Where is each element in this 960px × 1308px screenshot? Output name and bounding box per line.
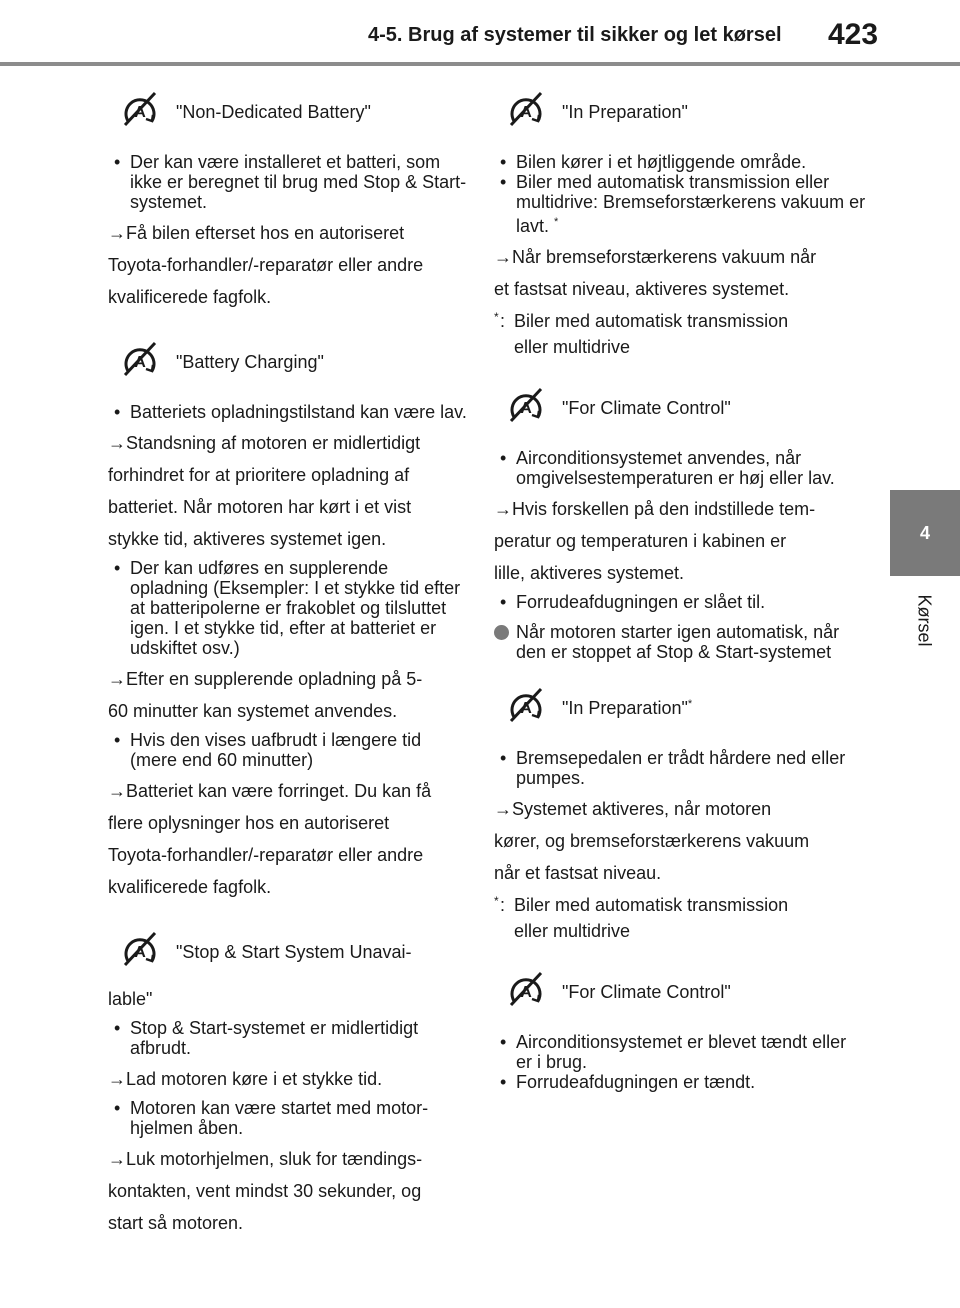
chapter-label: Kørsel bbox=[914, 593, 935, 647]
header-rule bbox=[0, 62, 960, 66]
right-column bbox=[494, 80, 866, 1100]
section-title: 4-5. Brug af systemer til sikker og let kørsel bbox=[368, 24, 782, 46]
stop-start-off-icon bbox=[122, 341, 158, 377]
message-row bbox=[494, 80, 866, 146]
bullet-item: • Hvis den vises uafbrudt i længere tid (mere end 60 minutter) bbox=[108, 730, 468, 770]
stop-start-off-icon bbox=[122, 91, 158, 127]
text-line: kvalificerede fagfolk. bbox=[108, 287, 272, 307]
message-text: "In Preparation"* bbox=[562, 698, 693, 718]
bullet-item: • Batteriets opladningstilstand kan være lav. bbox=[108, 402, 468, 422]
message-text: "In Preparation" bbox=[562, 102, 688, 122]
text-line: 60 minutter kan systemet anvendes. bbox=[108, 701, 398, 721]
text-line: start så motoren. bbox=[108, 1213, 244, 1233]
chapter-tab[interactable] bbox=[890, 490, 960, 576]
arrow-right-icon: → bbox=[494, 247, 512, 267]
text-line: batteriet. Når motoren har kørt i et vist bbox=[108, 497, 412, 517]
text-line: kontakten, vent mindst 30 sekunder, og bbox=[108, 1181, 422, 1201]
arrow-line: →Få bilen efterset hos en autoriseret bbox=[108, 220, 468, 246]
message-row bbox=[108, 80, 468, 146]
text-line: når et fastsat niveau. bbox=[494, 863, 662, 883]
arrow-line: →Batteriet kan være forringet. Du kan få bbox=[108, 778, 468, 804]
arrow-line: →Hvis forskellen på den indstillede tem- bbox=[494, 496, 866, 522]
arrow-line: →Standsning af motoren er midlertidigt bbox=[108, 430, 468, 456]
text-line: et fastsat niveau, aktiveres systemet. bbox=[494, 279, 790, 299]
message-text: "Non-Dedicated Battery" bbox=[176, 102, 371, 122]
stop-start-off-icon bbox=[122, 931, 158, 967]
arrow-right-icon: → bbox=[108, 223, 126, 243]
text-line: Toyota-forhandler/-reparatør eller andre bbox=[108, 845, 424, 865]
arrow-right-icon: → bbox=[494, 499, 512, 519]
text-line: kvalificerede fagfolk. bbox=[108, 877, 272, 897]
arrow-right-icon: → bbox=[108, 433, 126, 453]
arrow-line: →Luk motorhjelmen, sluk for tændings- bbox=[108, 1146, 468, 1172]
bullet-item: • Der kan udføres en supplerende opladning (Eksempler: I et stykke tid efter at batteripolerne er frakoblet og tilsluttet igen. I et stykke tid, efter at batteriet er udskiftet osv.) bbox=[108, 558, 468, 658]
bullet-item: • Bremsepedalen er trådt hårdere ned eller pumpes. bbox=[494, 748, 866, 788]
stop-start-off-icon bbox=[508, 387, 544, 423]
message-row bbox=[108, 920, 468, 986]
text-line: Toyota-forhandler/-reparatør eller andre bbox=[108, 255, 424, 275]
bullet-item: • Bilen kører i et højtliggende område. bbox=[494, 152, 866, 172]
text-line: lable" bbox=[108, 989, 153, 1009]
arrow-right-icon: → bbox=[108, 669, 126, 689]
message-text: "Battery Charging" bbox=[176, 352, 324, 372]
text-line: peratur og temperaturen i kabinen er bbox=[494, 531, 787, 551]
arrow-right-icon: → bbox=[108, 1069, 126, 1089]
stop-start-off-icon bbox=[508, 687, 544, 723]
text-line: lille, aktiveres systemet. bbox=[494, 563, 685, 583]
arrow-right-icon: → bbox=[108, 781, 126, 801]
arrow-line: →Systemet aktiveres, når motoren bbox=[494, 796, 866, 822]
bullet-item: • Forrudeafdugningen er tændt. bbox=[494, 1072, 866, 1092]
left-column bbox=[108, 80, 468, 1242]
bullet-item: • Airconditionsystemet er blevet tændt eller er i brug. bbox=[494, 1032, 866, 1072]
stop-start-off-icon bbox=[508, 91, 544, 127]
footnote: * : Biler med automatisk transmission eller multidrive bbox=[494, 894, 789, 941]
message-row bbox=[108, 330, 468, 396]
message-row bbox=[494, 960, 866, 1026]
arrow-right-icon: → bbox=[494, 799, 512, 819]
text-line: forhindret for at prioritere opladning af bbox=[108, 465, 410, 485]
chapter-number: 4 bbox=[919, 522, 930, 543]
bullet-item: • Stop & Start-systemet er midlertidigt afbrudt. bbox=[108, 1018, 468, 1058]
page-number: 423 bbox=[828, 18, 879, 51]
stop-start-off-icon bbox=[508, 971, 544, 1007]
circle-bullet-icon bbox=[494, 625, 509, 640]
bullet-item: • Motoren kan være startet med motor-hjelmen åben. bbox=[108, 1098, 468, 1138]
text-line: flere oplysninger hos en autoriseret bbox=[108, 813, 390, 833]
message-text: "For Climate Control" bbox=[562, 398, 731, 418]
bullet-item: • Der kan være installeret et batteri, som ikke er beregnet til brug med Stop & Start-systemet. bbox=[108, 152, 468, 212]
text-line: stykke tid, aktiveres systemet igen. bbox=[108, 529, 387, 549]
message-row bbox=[494, 676, 866, 742]
arrow-right-icon: → bbox=[108, 1149, 126, 1169]
arrow-line: →Når bremseforstærkerens vakuum når bbox=[494, 244, 866, 270]
arrow-line: →Efter en supplerende opladning på 5- bbox=[108, 666, 468, 692]
message-text: "Stop & Start System Unavai- bbox=[176, 942, 412, 962]
text-line: kører, og bremseforstærkerens vakuum bbox=[494, 831, 810, 851]
bullet-item: • Airconditionsystemet anvendes, når omgivelsestemperaturen er høj eller lav. bbox=[494, 448, 866, 488]
message-text: "For Climate Control" bbox=[562, 982, 731, 1002]
bullet-item: • Forrudeafdugningen er slået til. bbox=[494, 592, 866, 612]
footnote: * : Biler med automatisk transmission eller multidrive bbox=[494, 310, 789, 357]
message-row bbox=[494, 376, 866, 442]
bullet-item: • Biler med automatisk transmission eller multidrive: Bremseforstærkerens vakuum er lavt. * bbox=[494, 172, 866, 236]
arrow-line: →Lad motoren køre i et stykke tid. bbox=[108, 1066, 468, 1092]
circle-bullet-item: Når motoren starter igen automatisk, når den er stoppet af Stop & Start-systemet bbox=[494, 622, 866, 662]
